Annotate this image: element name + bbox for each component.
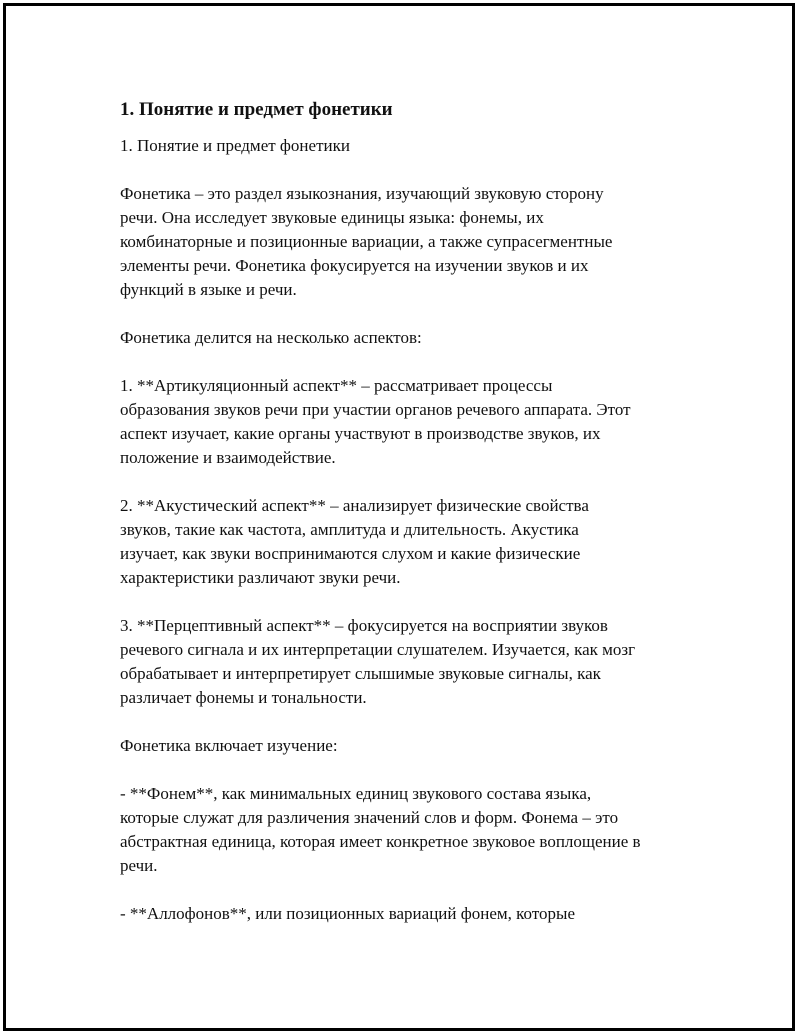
text-line: характеристики различают звуки речи. <box>120 568 401 587</box>
text-line: 2. **Акустический аспект** – анализирует физические свойства <box>120 496 589 515</box>
blank-line <box>120 470 720 494</box>
text-line: Фонетика делится на несколько аспектов: <box>120 328 422 347</box>
text-line: речи. Она исследует звуковые единицы языка: фонемы, их <box>120 208 544 227</box>
text-line: звуков, такие как частота, амплитуда и длительность. Акустика <box>120 520 579 539</box>
text-line: Фонетика – это раздел языкознания, изучающий звуковую сторону <box>120 184 604 203</box>
blank-line <box>120 878 720 902</box>
text-line: - **Фонем**, как минимальных единиц звукового состава языка, <box>120 784 592 803</box>
blank-line <box>120 590 720 614</box>
text-line: комбинаторные и позиционные вариации, а также супрасегментные <box>120 232 613 251</box>
text-line: 1. Понятие и предмет фонетики <box>120 136 350 155</box>
text-line: аспект изучает, какие органы участвуют в производстве звуков, их <box>120 424 601 443</box>
text-line: положение и взаимодействие. <box>120 448 336 467</box>
text-line: речи. <box>120 856 158 875</box>
text-line: - **Аллофонов**, или позиционных вариаций фонем, которые <box>120 904 575 923</box>
text-line: 3. **Перцептивный аспект** – фокусируется на восприятии звуков <box>120 616 608 635</box>
document-body <box>120 98 720 926</box>
document-text <box>120 134 720 926</box>
text-line: абстрактная единица, которая имеет конкретное звуковое воплощение в <box>120 832 641 851</box>
text-line: 1. **Артикуляционный аспект** – рассматривает процессы <box>120 376 553 395</box>
text-line: различает фонемы и тональности. <box>120 688 367 707</box>
text-line: которые служат для различения значений слов и форм. Фонема – это <box>120 808 619 827</box>
document-title: 1. Понятие и предмет фонетики <box>120 99 393 120</box>
blank-line <box>120 302 720 326</box>
text-line: обрабатывает и интерпретирует слышимые звуковые сигналы, как <box>120 664 601 683</box>
blank-line <box>120 158 720 182</box>
text-line: изучает, как звуки воспринимаются слухом и какие физические <box>120 544 581 563</box>
blank-line <box>120 350 720 374</box>
blank-line <box>120 710 720 734</box>
page-frame <box>3 3 795 1031</box>
text-line: образования звуков речи при участии органов речевого аппарата. Этот <box>120 400 631 419</box>
text-line: Фонетика включает изучение: <box>120 736 338 755</box>
title-spacer <box>120 122 720 134</box>
text-line: речевого сигнала и их интерпретации слушателем. Изучается, как мозг <box>120 640 636 659</box>
text-line: функций в языке и речи. <box>120 280 297 299</box>
blank-line <box>120 758 720 782</box>
text-line: элементы речи. Фонетика фокусируется на изучении звуков и их <box>120 256 589 275</box>
